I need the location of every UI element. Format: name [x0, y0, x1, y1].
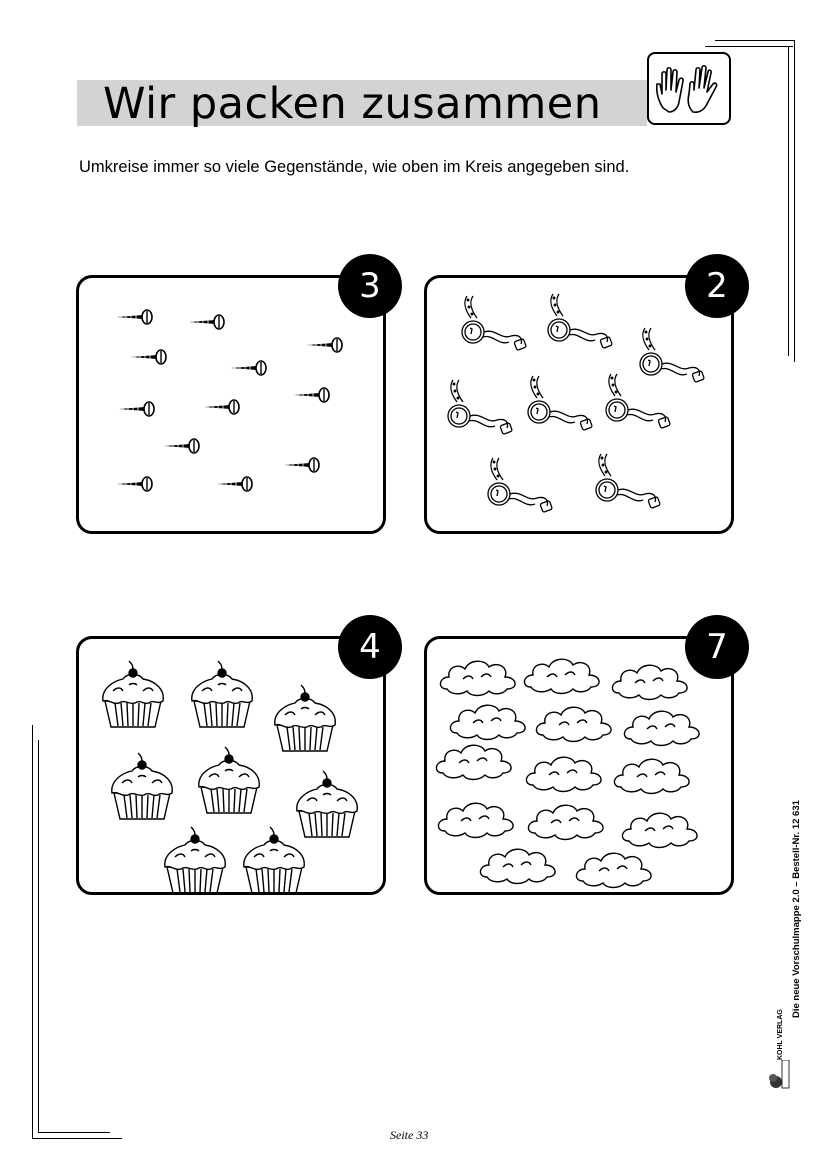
screw-icon: [284, 458, 319, 472]
pocket-watch-icon: [596, 454, 660, 508]
card-screws: [76, 275, 386, 534]
cupcake-icon: [297, 771, 357, 837]
cupcake-icon: [192, 661, 252, 727]
count-circle: 3: [338, 254, 402, 318]
pocket-watches-group: [427, 278, 731, 531]
screw-icon: [307, 338, 342, 352]
screws-group: [79, 278, 383, 531]
cloud-icon: [624, 711, 699, 745]
screw-icon: [119, 402, 154, 416]
frame-line-left: [32, 725, 33, 1138]
publisher-logo-icon: [768, 1060, 790, 1090]
hands-icon-box: [647, 52, 731, 125]
count-circle: 2: [685, 254, 749, 318]
cupcakes-group: [79, 639, 383, 892]
pocket-watch-icon: [528, 376, 592, 430]
pocket-watch-icon: [606, 374, 670, 428]
frame-line-bottom-2: [38, 1132, 110, 1133]
pocket-watch-icon: [640, 328, 704, 382]
cloud-icon: [576, 853, 651, 887]
clouds-group: [427, 639, 731, 892]
cloud-icon: [612, 665, 687, 699]
card-pocket-watches: [424, 275, 734, 534]
cloud-icon: [524, 659, 599, 693]
page-title: Wir packen zusammen: [103, 79, 602, 129]
screw-icon: [164, 439, 199, 453]
screw-icon: [217, 477, 252, 491]
cloud-icon: [436, 745, 511, 779]
publisher-logo-text: KOHL VERLAG: [777, 1009, 784, 1060]
cloud-icon: [526, 757, 601, 791]
cloud-icon: [528, 805, 603, 839]
cloud-icon: [438, 803, 513, 837]
frame-line-left-2: [38, 740, 39, 1132]
instruction-text: Umkreise immer so viele Gegenstände, wie oben im Kreis angegeben sind.: [79, 158, 630, 176]
pocket-watch-icon: [462, 296, 526, 350]
pocket-watch-icon: [548, 294, 612, 348]
screw-icon: [117, 477, 152, 491]
cloud-icon: [480, 849, 555, 883]
pocket-watch-icon: [448, 380, 512, 434]
cupcake-icon: [165, 827, 225, 892]
screw-icon: [117, 310, 152, 324]
publisher-info: Die neue Vorschulmappe 2.0 – Bestell-Nr. 12 631: [791, 800, 802, 1018]
cupcake-icon: [199, 747, 259, 813]
cupcake-icon: [275, 685, 335, 751]
cloud-icon: [622, 813, 697, 847]
page-number: Seite 33: [390, 1128, 429, 1142]
count-circle: 4: [338, 615, 402, 679]
cupcake-icon: [112, 753, 172, 819]
card-cupcakes: [76, 636, 386, 895]
frame-line-top-2: [705, 46, 793, 47]
cupcake-icon: [103, 661, 163, 727]
cloud-icon: [440, 661, 515, 695]
frame-line-top: [715, 40, 795, 41]
cupcake-icon: [244, 827, 304, 892]
cloud-icon: [536, 707, 611, 741]
frame-line-right-2: [788, 46, 789, 356]
cloud-icon: [450, 705, 525, 739]
cloud-icon: [614, 759, 689, 793]
count-circle: 7: [685, 615, 749, 679]
frame-line-right: [794, 40, 795, 362]
frame-line-bottom: [32, 1138, 122, 1139]
screw-icon: [131, 350, 166, 364]
screw-icon: [294, 388, 329, 402]
screw-icon: [204, 400, 239, 414]
screw-icon: [231, 361, 266, 375]
pocket-watch-icon: [488, 458, 552, 512]
hands-icon: [649, 54, 729, 123]
card-clouds: [424, 636, 734, 895]
screw-icon: [189, 315, 224, 329]
